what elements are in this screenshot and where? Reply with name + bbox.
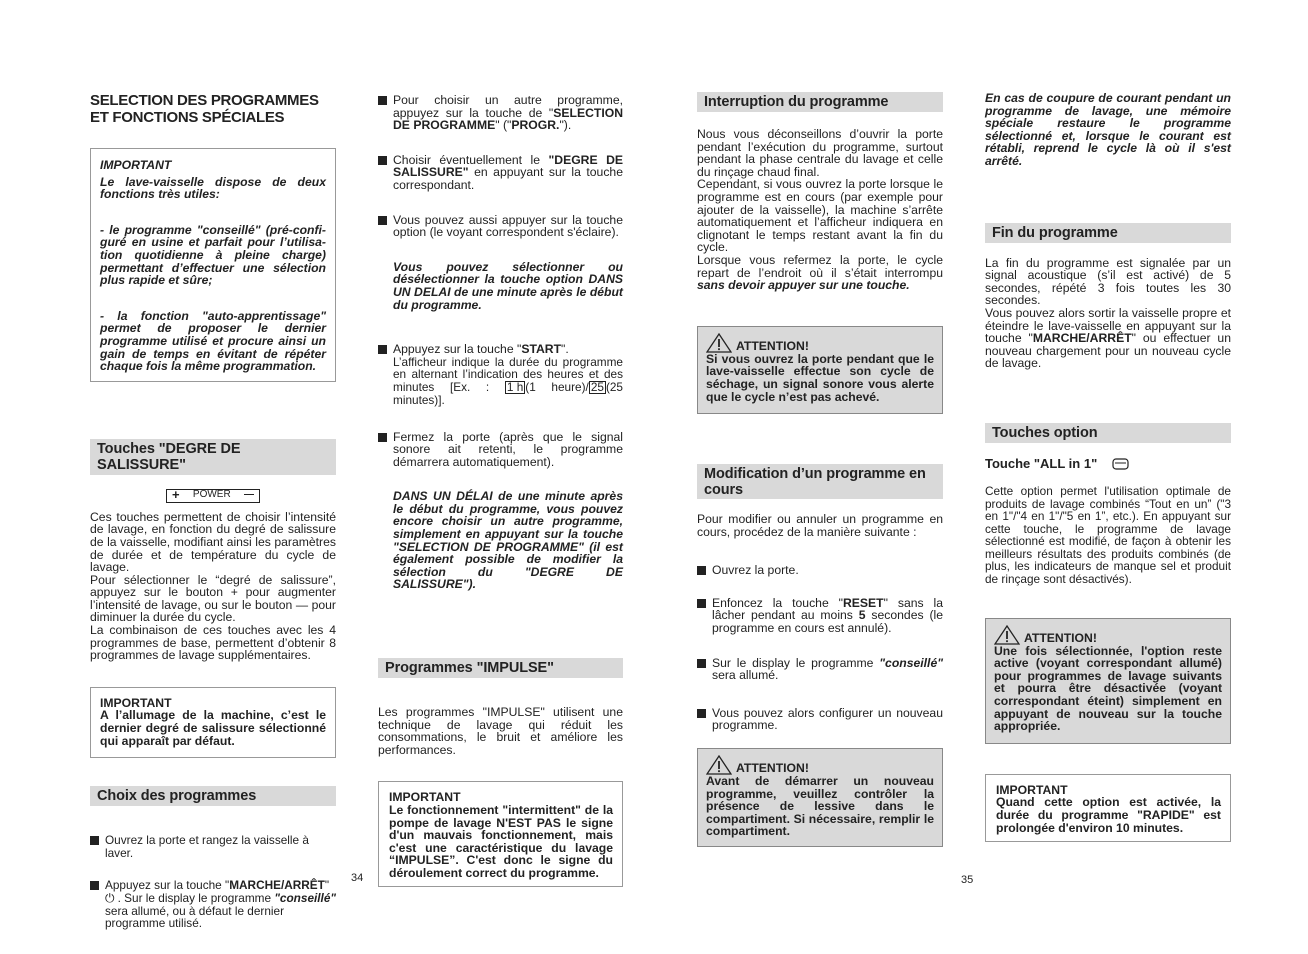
plus-icon: +: [172, 487, 180, 503]
program-change-note: DANS UN DÉLAI de une minute après le début du programme, vous pouvez encore choisir un autre programme, simplement en appuyant sur la touche "SELECTION DE PROGRAMME" (il est également possible de modifier la sélection du "DEGRE DE SALISSURE").: [393, 489, 623, 592]
display-hours-box: 1 h: [506, 379, 524, 394]
power-label: POWER: [192, 489, 231, 501]
list-item: Appuyez sur la touche "MARCHE/ARRÊT" ⏻ . Sur le display le programme "conseillé" sera allumé, ou à défaut le dernier programme utilisé.: [90, 879, 336, 929]
list-item: Fermez la porte (après que le signal sonore ait retenti, le programme démarrera automatiquement).: [378, 431, 623, 469]
attention-box-option: ATTENTION! Une fois sélectionnée, l'option reste active (voyant correspondant allumé) pour programmes de lavage suivants et pourra être désactivée (voyant correspondant éteint) simplement en appuyant de nouveau sur la touche appropriée.: [985, 618, 1231, 744]
bullet-square-icon: [697, 659, 706, 668]
bullet-square-icon: [378, 433, 387, 442]
list-item: Choisir éventuellement le "DEGRE DE SALISSURE" en appuyant sur la touche correspondant.: [378, 154, 623, 192]
page-number-right: 35: [961, 874, 974, 886]
important-box-conseille: IMPORTANT Le lave-vaisselle dispose de deux fonctions très utiles: - le programme "conseillé" (pré-confi-guré en usine et parfait pour l’utilisa-tion quotidienne à pleine charge) permettant d’effectuer une sélection plus rapide et sûre; - la fonction "auto-apprentissage" permet de proposer le dernier programme utilisé et procure ainsi un gain de temps en évitant de répéter chaque fois la même programmation.: [90, 148, 336, 382]
bullet-square-icon: [378, 96, 387, 105]
bullet-square-icon: [378, 216, 387, 225]
bullet-square-icon: [90, 881, 99, 890]
page-title: SELECTION DES PROGRAMMES ET FONCTIONS SPÉCIALES: [90, 92, 319, 126]
list-item: Vous pouvez aussi appuyer sur la touche option (le voyant correspondent s'éclaire).: [378, 214, 623, 239]
list-item: Enfoncez la touche "RESET" sans la lâcher pendant au moins 5 secondes (le programme en cours est annulé).: [697, 597, 943, 635]
column-4: En cas de coupure de courant pendant un programme de lavage, une mémoire spéciale restaure le programme sélectionné et, lorsque le courant est rétabli, reprend le cycle là où il s'est arrêté. Fin du programme La fin du programme est signalée par un signal acoustique (s’il est activé) de 5 secondes, répété 3 fois toutes les 30 secondes. Vous pouvez alors sortir la vaisselle propre et éteindre le lave-vaisselle en appuyant sur la touche "MARCHE/ARRÊT" ou effectuer un nouveau chargement pour un nouveau cycle de lavage. Touches option Touche "ALL in 1" Cette option permet l'utilisation optimale de produits de lavage combinés “Tout en un” ("3 en 1"/"4 en 1"/"5 en 1”, etc.). En appuyant sur cette touche, le programme de lavage sélectionné est modifié, de façon à obtenir les meilleurs résultats des produits combinés (de plus, les indicateurs de manque sel et produit de rinçage sont désactivés). ATTENTION! Une fois sélectionnée, l'option reste active (voyant correspondant allumé) pour programmes de lavage suivants et pourra être désactivée (voyant correspondant éteint) simplement en appuyant de nouveau sur la touche appropriée. IMPORTANT Quand cette option est activée, la durée du programme "RAPIDE" est prolongée d'environ 10 minutes.: [985, 90, 1231, 842]
power-cut-note: En cas de coupure de courant pendant un programme de lavage, une mémoire spéciale restaure le programme sélectionné et, lorsque le courant est rétabli, reprend le cycle là où il s'est arrêté.: [985, 91, 1231, 168]
all-in-one-tablet-icon: [1111, 457, 1131, 471]
bullet-square-icon: [697, 599, 706, 608]
column-1: SELECTION DES PROGRAMMES ET FONCTIONS SPÉCIALES IMPORTANT Le lave-vaisselle dispose de deux fonctions très utiles: - le programme "conseillé" (pré-confi-guré en usine et parfait pour l’utilisa-tion quotidienne à pleine charge) permettant d’effectuer une sélection plus rapide et sûre; - la fonction "auto-apprentissage" permet de proposer le dernier programme utilisé et procure ainsi un gain de temps en évitant de répéter chaque fois la même programmation. Touches "DEGRE DE SALISSURE" + POWER — Ces touches permettent de choisir l’intensité de lavage, en fonction du degré de salissure de la vaisselle, modifiant ainsi les paramètres de durée et de température du cycle de lavage. Pour sélectionner le “degré de salissure”, appuyez sur le bouton + pour augmenter l’intensité de lavage, ou sur le bouton — pour diminuer la durée du cycle. La combinaison de ces touches avec les 4 programmes de base, permettent d’obtenir 8 programmes de lavage supplémentaires. IMPORTANT A l’allumage de la machine, c’est le dernier degré de salissure sélectionné qui apparaît par défaut. Choix des programmes Ouvrez la porte et rangez la vaisselle à laver. Appuyez sur la touche "MARCHE/ARRÊT" ⏻ . Sur le display le programme "conseillé" sera allumé, ou à défaut le dernier programme utilisé.: [90, 92, 336, 931]
minus-icon: —: [244, 489, 254, 501]
section-touches-option: Touches option: [985, 423, 1231, 443]
list-item: Ouvrez la porte et rangez la vaisselle à laver.: [90, 834, 336, 859]
attention-box-detergent: ATTENTION! Avant de démarrer un nouveau programme, veuillez contrôler la présence de lessive dans le compartiment. Si nécessaire, remplir le compartiment.: [697, 748, 943, 847]
bullet-square-icon: [697, 566, 706, 575]
warning-icon: [706, 755, 732, 775]
column-2: Pour choisir un autre programme, appuyez sur la touche de "SELECTION DE PROGRAMME" ("PROGR."). Choisir éventuellement le "DEGRE DE SALISSURE" en appuyant sur la touche correspondant. Vous pouvez aussi appuyer sur la touche option (le voyant correspondent s'éclaire). Vous pouvez sélectionner ou désélectionner la touche option DANS UN DELAI de une minute après le début du programme. Appuyez sur la touche "START". L’afficheur indique la durée du programme en alternant l’indication des heures et des minutes [Ex. : 1 h (1 heure)/ 25 (25 minutes)]. Fermez la porte (après que le signal sonore ait retenti, le programme démarrera automatiquement). DANS UN DÉLAI de une minute après le début du programme, vous pouvez encore choisir un autre programme, simplement en appuyant sur la touche "SELECTION DE PROGRAMME" (il est également possible de modifier la sélection du "DEGRE DE SALISSURE"). Programmes "IMPULSE" Les programmes "IMPULSE" utilisent une technique de lavage qui réduit les consommations, le bruit et améliore les performances. IMPORTANT Le fonctionnement "intermittent" de la pompe de lavage N'EST PAS le signe d'un mauvais fonctionnement, mais c'est une caractéristique du lavage “IMPULSE”. C'est donc le signe du déroulement correct du programme.: [378, 90, 623, 887]
list-item: Pour choisir un autre programme, appuyez sur la touche de "SELECTION DE PROGRAMME" ("PROGR.").: [378, 94, 623, 132]
important-box-impulse: IMPORTANT Le fonctionnement "intermittent" de la pompe de lavage N'EST PAS le signe d'un mauvais fonctionnement, mais c'est une caractéristique du lavage “IMPULSE”. C'est donc le signe du déroulement correct du programme.: [378, 781, 623, 886]
allin1-heading: Touche "ALL in 1": [985, 457, 1231, 471]
bullet-square-icon: [378, 156, 387, 165]
bullet-square-icon: [90, 836, 99, 845]
section-modification: Modification d’un programme en cours: [697, 464, 943, 499]
power-key-diagram: [90, 489, 336, 503]
list-item: Sur le display le programme "conseillé" sera allumé.: [697, 657, 943, 682]
section-degre-salissure: Touches "DEGRE DE SALISSURE": [90, 439, 336, 475]
display-minutes-box: 25: [590, 379, 604, 394]
warning-icon: [994, 625, 1020, 645]
important-box-rapide: IMPORTANT Quand cette option est activée, la durée du programme "RAPIDE" est prolongée d'environ 10 minutes.: [985, 774, 1231, 842]
option-delay-note: Vous pouvez sélectionner ou désélectionner la touche option DANS UN DELAI de une minute après le début du programme.: [393, 259, 623, 312]
list-item: Vous pouvez alors configurer un nouveau programme.: [697, 707, 943, 732]
attention-box-door: ATTENTION! Si vous ouvrez la porte pendant que le lave-vaisselle effectue son cycle de séchage, un signal sonore vous alerte que le cycle n’est pas achevé.: [697, 326, 943, 414]
list-item: Appuyez sur la touche "START". L’afficheur indique la durée du programme en alternant l’indication des heures et des minutes [Ex. : 1 h (1 heure)/ 25 (25 minutes)].: [378, 343, 623, 406]
section-impulse: Programmes "IMPULSE": [378, 658, 623, 678]
column-3: Interruption du programme Nous vous déconseillons d’ouvrir la porte pendant l’exécution du programme, surtout pendant la phase centrale du lavage et celle du rinçage chaud final. Cependant, si vous ouvrez la porte lorsque le programme est en cours (par exemple pour ajouter de la vaisselle), la machine s’arrête automatiquement et l’afficheur indiquera en clignotant le temps restant avant la fin du cycle. Lorsque vous refermez la porte, le cycle repart de l’endroit où il s’était interrompu sans devoir appuyer sur une touche. ATTENTION! Si vous ouvrez la porte pendant que le lave-vaisselle effectue son cycle de séchage, un signal sonore vous alerte que le cycle n’est pas achevé. Modification d’un programme en cours Pour modifier ou annuler un programme en cours, procédez de la manière suivante : Ouvrez la porte. Enfoncez la touche "RESET" sans la lâcher pendant au moins 5 secondes (le programme en cours est annulé). Sur le display le programme "conseillé" sera allumé. Vous pouvez alors configurer un nouveau programme. ATTENTION! Avant de démarrer un nouveau programme, veuillez contrôler la présence de lessive dans le compartiment. Si nécessaire, remplir le compartiment.: [697, 90, 943, 847]
section-interruption: Interruption du programme: [697, 92, 943, 112]
bullet-square-icon: [378, 345, 387, 354]
page-number-left: 34: [351, 872, 364, 884]
list-item: Ouvrez la porte.: [697, 564, 943, 577]
section-choix-programmes: Choix des programmes: [90, 786, 336, 806]
warning-icon: [706, 333, 732, 353]
bullet-square-icon: [697, 709, 706, 718]
section-fin-programme: Fin du programme: [985, 223, 1231, 243]
important-box-default: IMPORTANT A l’allumage de la machine, c’est le dernier degré de salissure sélectionné qui apparaît par défaut.: [90, 687, 336, 758]
